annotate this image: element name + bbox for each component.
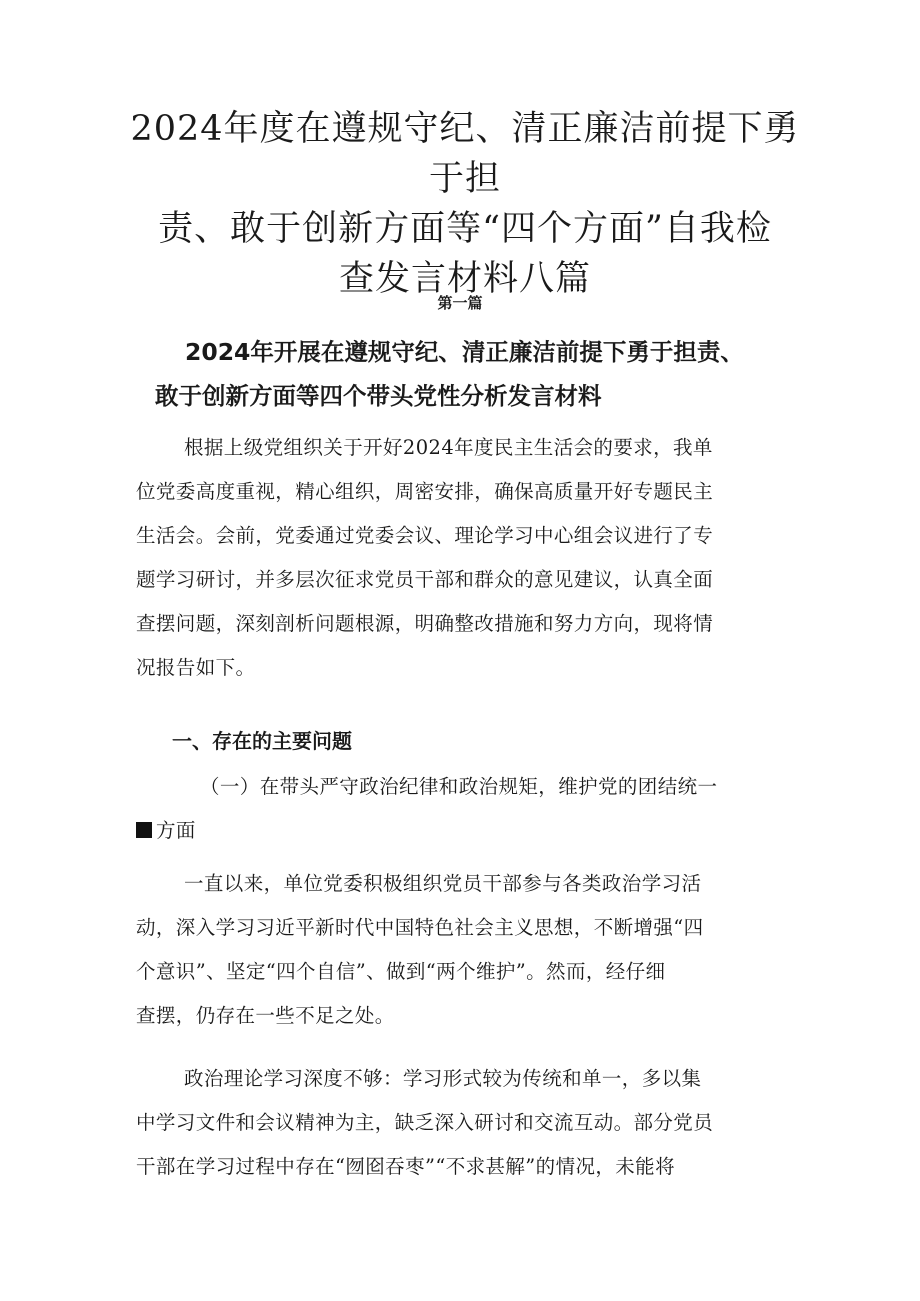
text-line: 生活会。会前，党委通过党委会议、理论学习中心组会议进行了专 (136, 524, 714, 547)
text-line: 中学习文件和会议精神为主，缺乏深入研讨和交流互动。部分党员 (136, 1111, 714, 1134)
paragraph-body-1 (136, 862, 796, 1038)
title-line: 2024年度在遵规守纪、清正廉洁前提下勇于担 (130, 109, 800, 199)
text-line: 个意识”、坚定“四个自信”、做到“两个维护”。然而，经仔细 (136, 960, 666, 983)
subtitle-line: 敢于创新方面等四个带头党性分析发言材料 (155, 382, 602, 410)
text-line: 动，深入学习习近平新时代中国特色社会主义思想，不断增强“四 (136, 916, 704, 939)
paragraph-body-2 (136, 1057, 796, 1189)
box-marker-icon (136, 822, 152, 838)
subtitle (155, 330, 815, 418)
text-line: 况报告如下。 (136, 656, 256, 679)
document-title (120, 104, 810, 304)
text-line: 干部在学习过程中存在“囫囵吞枣”“不求甚解”的情况，未能将 (136, 1155, 675, 1178)
text-line (136, 809, 796, 853)
text-fragment: 方面 (156, 819, 196, 842)
text-line: （一）在带头严守政治纪律和政治规矩，维护党的团结统一 (200, 775, 718, 798)
section-heading: 一、存在的主要问题 (172, 729, 352, 753)
subsection-heading (136, 765, 796, 853)
paragraph-intro (136, 426, 796, 690)
section-label: 第一篇 (437, 294, 483, 312)
text-line: 查摆，仍存在一些不足之处。 (136, 1004, 395, 1027)
text-line: 查摆问题，深刻剖析问题根源，明确整改措施和努力方向，现将情 (136, 612, 714, 635)
text-line: 根据上级党组织关于开好2024年度民主生活会的要求，我单 (184, 436, 713, 459)
title-line: 责、敢于创新方面等“四个方面”自我检 (158, 209, 772, 249)
text-line: 一直以来，单位党委积极组织党员干部参与各类政治学习活 (184, 872, 702, 895)
text-line: 题学习研讨，并多层次征求党员干部和群众的意见建议，认真全面 (136, 568, 714, 591)
text-line: 位党委高度重视，精心组织，周密安排，确保高质量开好专题民主 (136, 480, 714, 503)
title-line: 查发言材料八篇 (338, 259, 591, 299)
subtitle-line: 2024年开展在遵规守纪、清正廉洁前提下勇于担责、 (185, 338, 744, 366)
text-line: 政治理论学习深度不够：学习形式较为传统和单一，多以集 (184, 1067, 702, 1090)
